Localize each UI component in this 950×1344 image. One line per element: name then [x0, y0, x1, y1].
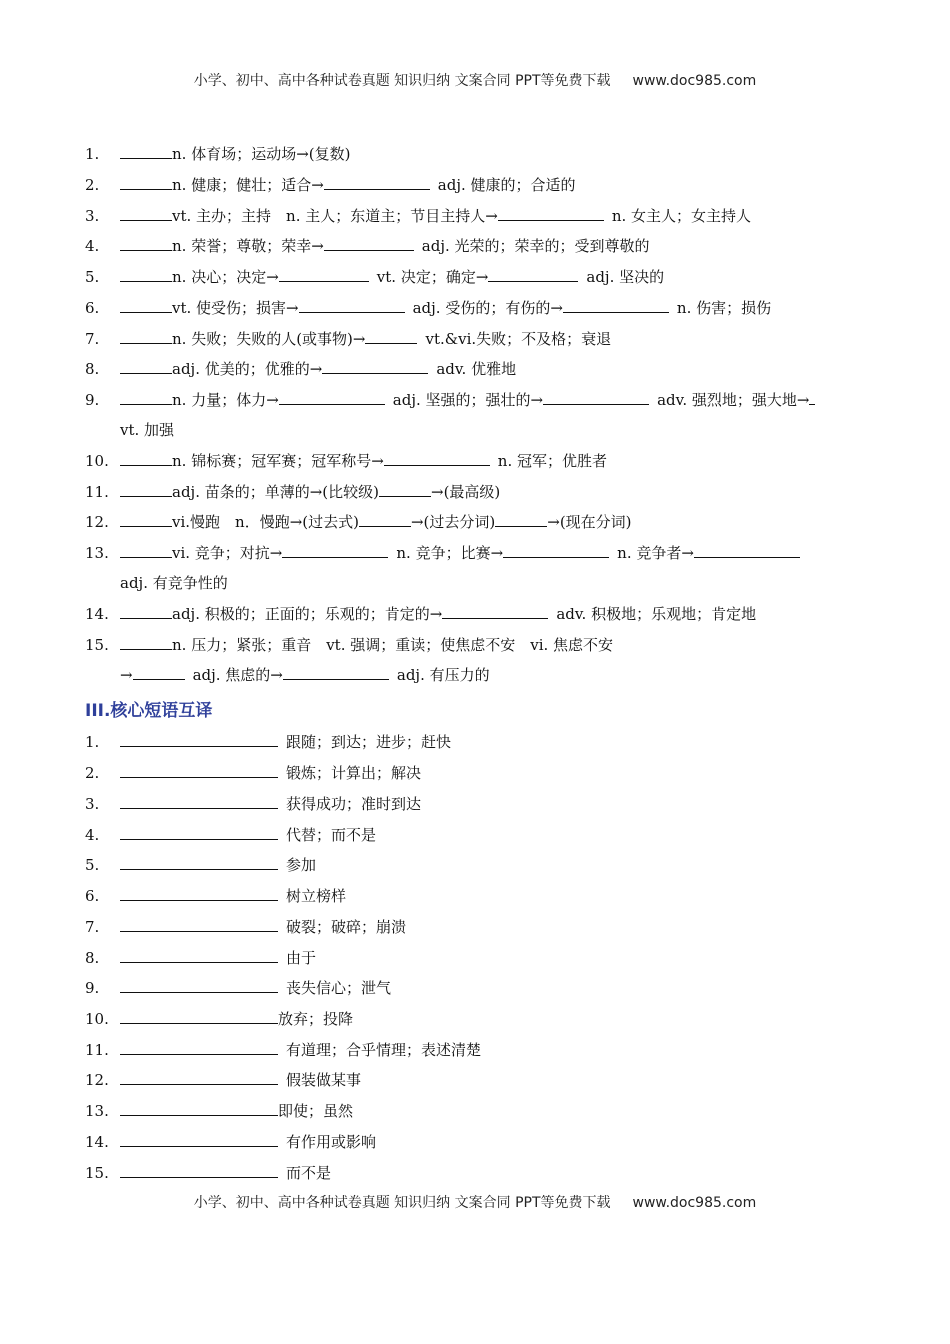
answer-blank[interactable] — [495, 512, 547, 527]
answer-blank[interactable] — [120, 175, 172, 190]
answer-blank[interactable] — [120, 329, 172, 344]
vocab-item-7: 7. n. 失败；失败的人(或事物)→ vt.&vi.失败；不及格；衰退 — [85, 330, 612, 348]
answer-blank[interactable] — [120, 948, 278, 963]
phrase-item-10: 10. 放弃；投降 — [85, 1010, 354, 1028]
answer-blank[interactable] — [120, 543, 172, 558]
answer-blank[interactable] — [563, 298, 669, 313]
answer-blank[interactable] — [120, 144, 172, 159]
answer-blank[interactable] — [120, 1040, 278, 1055]
phrase-item-9: 9. 丧失信心；泄气 — [85, 979, 392, 997]
answer-blank[interactable] — [359, 512, 411, 527]
vocab-item-14: 14. adj. 积极的；正面的；乐观的；肯定的→ adv. 积极地；乐观地；肯定地 — [85, 605, 757, 623]
answer-blank[interactable] — [283, 665, 389, 680]
page-header — [0, 70, 950, 90]
answer-blank[interactable] — [120, 635, 172, 650]
answer-blank[interactable] — [442, 604, 548, 619]
answer-blank[interactable] — [120, 604, 172, 619]
answer-blank[interactable] — [120, 763, 278, 778]
answer-blank[interactable] — [120, 794, 278, 809]
vocab-item-2: 2. n. 健康；健壮；适合→ adj. 健康的；合适的 — [85, 176, 576, 194]
answer-blank[interactable] — [120, 298, 172, 313]
answer-blank[interactable] — [120, 236, 172, 251]
phrase-item-7: 7. 破裂；破碎；崩溃 — [85, 918, 407, 936]
vocab-item-9-cont: vt. 加强 — [120, 421, 175, 439]
footer-text: 小学、初中、高中各种试卷真题 知识归纳 文案合同 PPT等免费下载 — [193, 1195, 611, 1211]
answer-blank[interactable] — [120, 359, 172, 374]
answer-blank[interactable] — [133, 665, 185, 680]
answer-blank[interactable] — [120, 886, 278, 901]
answer-blank[interactable] — [120, 512, 172, 527]
vocab-item-15-cont: → adj. 焦虑的→ adj. 有压力的 — [120, 666, 490, 684]
header-link[interactable]: www.doc985.com — [632, 73, 757, 89]
vocab-item-13-cont: adj. 有竞争性的 — [120, 574, 228, 592]
answer-blank[interactable] — [279, 390, 385, 405]
answer-blank[interactable] — [324, 175, 430, 190]
answer-blank[interactable] — [322, 359, 428, 374]
answer-blank[interactable] — [120, 1009, 278, 1024]
answer-blank[interactable] — [120, 1101, 278, 1116]
answer-blank[interactable] — [498, 206, 604, 221]
answer-blank[interactable] — [488, 267, 578, 282]
answer-blank[interactable] — [120, 1132, 278, 1147]
vocab-item-8: 8. adj. 优美的；优雅的→ adv. 优雅地 — [85, 360, 517, 378]
answer-blank[interactable] — [809, 390, 815, 405]
answer-blank[interactable] — [120, 978, 278, 993]
answer-blank[interactable] — [120, 451, 172, 466]
phrase-item-3: 3. 获得成功；准时到达 — [85, 795, 422, 813]
answer-blank[interactable] — [120, 206, 172, 221]
answer-blank[interactable] — [120, 482, 172, 497]
vocab-item-11: 11. adj. 苗条的；单薄的→(比较级) →(最高级) — [85, 483, 501, 501]
vocab-item-5: 5. n. 决心；决定→ vt. 决定；确定→ adj. 坚决的 — [85, 268, 665, 286]
answer-blank[interactable] — [120, 1070, 278, 1085]
answer-blank[interactable] — [299, 298, 405, 313]
answer-blank[interactable] — [120, 1163, 278, 1178]
answer-blank[interactable] — [120, 825, 278, 840]
vocab-item-15: 15. n. 压力；紧张；重音 vt. 强调；重读；使焦虑不安 vi. 焦虑不安 — [85, 636, 614, 654]
answer-blank[interactable] — [503, 543, 609, 558]
answer-blank[interactable] — [365, 329, 417, 344]
answer-blank[interactable] — [282, 543, 388, 558]
phrase-item-1: 1. 跟随；到达；进步；赶快 — [85, 733, 452, 751]
answer-blank[interactable] — [120, 267, 172, 282]
vocab-item-10: 10. n. 锦标赛；冠军赛；冠军称号→ n. 冠军；优胜者 — [85, 452, 607, 470]
vocab-item-1: 1. n. 体育场；运动场→(复数) — [85, 145, 351, 163]
answer-blank[interactable] — [384, 451, 490, 466]
phrase-item-15: 15. 而不是 — [85, 1164, 332, 1182]
answer-blank[interactable] — [324, 236, 414, 251]
phrase-item-13: 13. 即使；虽然 — [85, 1102, 354, 1120]
section-title: III.核心短语互译 — [85, 701, 213, 721]
phrase-item-4: 4. 代替；而不是 — [85, 826, 377, 844]
phrase-item-12: 12. 假装做某事 — [85, 1071, 362, 1089]
phrase-item-6: 6. 树立榜样 — [85, 887, 347, 905]
vocab-item-9: 9. n. 力量；体力→ adj. 坚强的；强壮的→ adv. 强烈地；强大地→ — [85, 390, 870, 410]
answer-blank[interactable] — [120, 390, 172, 405]
header-text: 小学、初中、高中各种试卷真题 知识归纳 文案合同 PPT等免费下载 — [193, 73, 611, 89]
phrase-item-11: 11. 有道理；合乎情理；表述清楚 — [85, 1041, 482, 1059]
phrase-item-8: 8. 由于 — [85, 949, 317, 967]
answer-blank[interactable] — [120, 917, 278, 932]
phrase-item-2: 2. 锻炼；计算出；解决 — [85, 764, 422, 782]
vocab-item-13: 13. vi. 竞争；对抗→ n. 竞争；比赛→ n. 竞争者→ — [85, 543, 870, 563]
footer-link[interactable]: www.doc985.com — [632, 1195, 757, 1211]
answer-blank[interactable] — [279, 267, 369, 282]
phrase-item-14: 14. 有作用或影响 — [85, 1133, 377, 1151]
vocab-item-4: 4. n. 荣誉；尊敬；荣幸→ adj. 光荣的；荣幸的；受到尊敬的 — [85, 237, 650, 255]
answer-blank[interactable] — [120, 732, 278, 747]
answer-blank[interactable] — [694, 543, 800, 558]
vocab-item-3: 3. vt. 主办；主持 n. 主人；东道主；节目主持人→ n. 女主人；女主持人 — [85, 207, 752, 225]
phrase-item-5: 5. 参加 — [85, 856, 317, 874]
answer-blank[interactable] — [379, 482, 431, 497]
vocab-item-12: 12. vi.慢跑 n．慢跑→(过去式) →(过去分词) →(现在分词) — [85, 513, 632, 531]
answer-blank[interactable] — [543, 390, 649, 405]
page-footer — [0, 1192, 950, 1212]
answer-blank[interactable] — [120, 855, 278, 870]
vocab-item-6: 6. vt. 使受伤；损害→ adj. 受伤的；有伤的→ n. 伤害；损伤 — [85, 299, 772, 317]
